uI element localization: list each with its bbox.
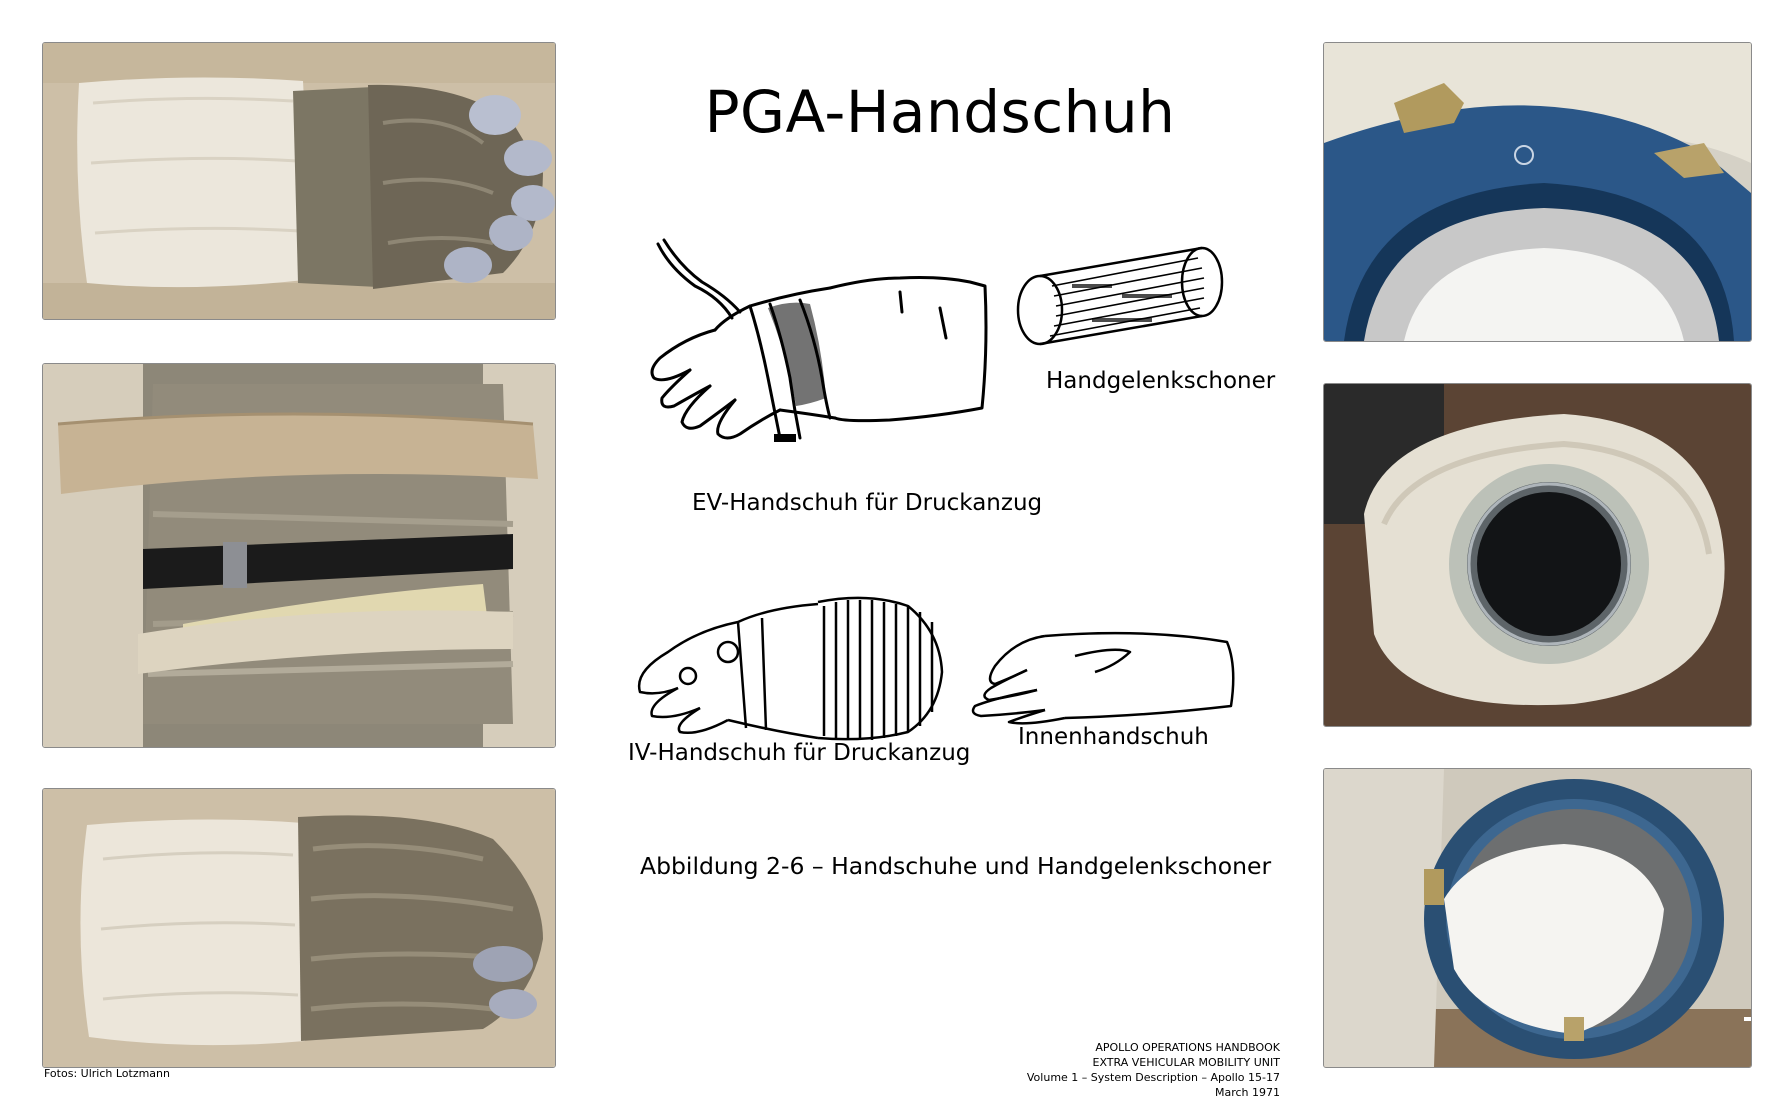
- photo-wrist-ring-detail: [1323, 42, 1752, 342]
- iv-glove-label: IV-Handschuh für Druckanzug: [628, 740, 971, 766]
- source-reference: [1027, 1040, 1280, 1100]
- ev-glove-label: EV-Handschuh für Druckanzug: [692, 490, 1043, 516]
- source-line-4: March 1971: [1214, 1086, 1280, 1099]
- photo-wrist-strap: [42, 363, 556, 748]
- wrist-guard-label: Handgelenkschoner: [1046, 368, 1276, 394]
- source-line-3: Volume 1 – System Description – Apollo 15-17: [1026, 1071, 1280, 1084]
- photo-credit: Fotos: Ulrich Lotzmann: [44, 1067, 170, 1080]
- source-line-2: EXTRA VEHICULAR MOBILITY UNIT: [1092, 1056, 1280, 1069]
- inner-glove-drawing: [965, 626, 1240, 726]
- ev-glove-drawing: [640, 238, 990, 478]
- inner-glove-label: Innenhandschuh: [1018, 724, 1209, 750]
- iv-glove-drawing: [628, 592, 948, 742]
- source-line-1: APOLLO OPERATIONS HANDBOOK: [1095, 1041, 1280, 1054]
- photo-glove-opening: [1323, 383, 1752, 727]
- photo-glove-connector: [1323, 768, 1752, 1068]
- wrist-guard-drawing: [1012, 238, 1232, 358]
- photo-glove-top-view: [42, 42, 556, 320]
- photo-glove-side-view: [42, 788, 556, 1068]
- page-title: PGA-Handschuh: [704, 78, 1176, 146]
- figure-caption: Abbildung 2-6 – Handschuhe und Handgelenkschoner: [640, 852, 1272, 880]
